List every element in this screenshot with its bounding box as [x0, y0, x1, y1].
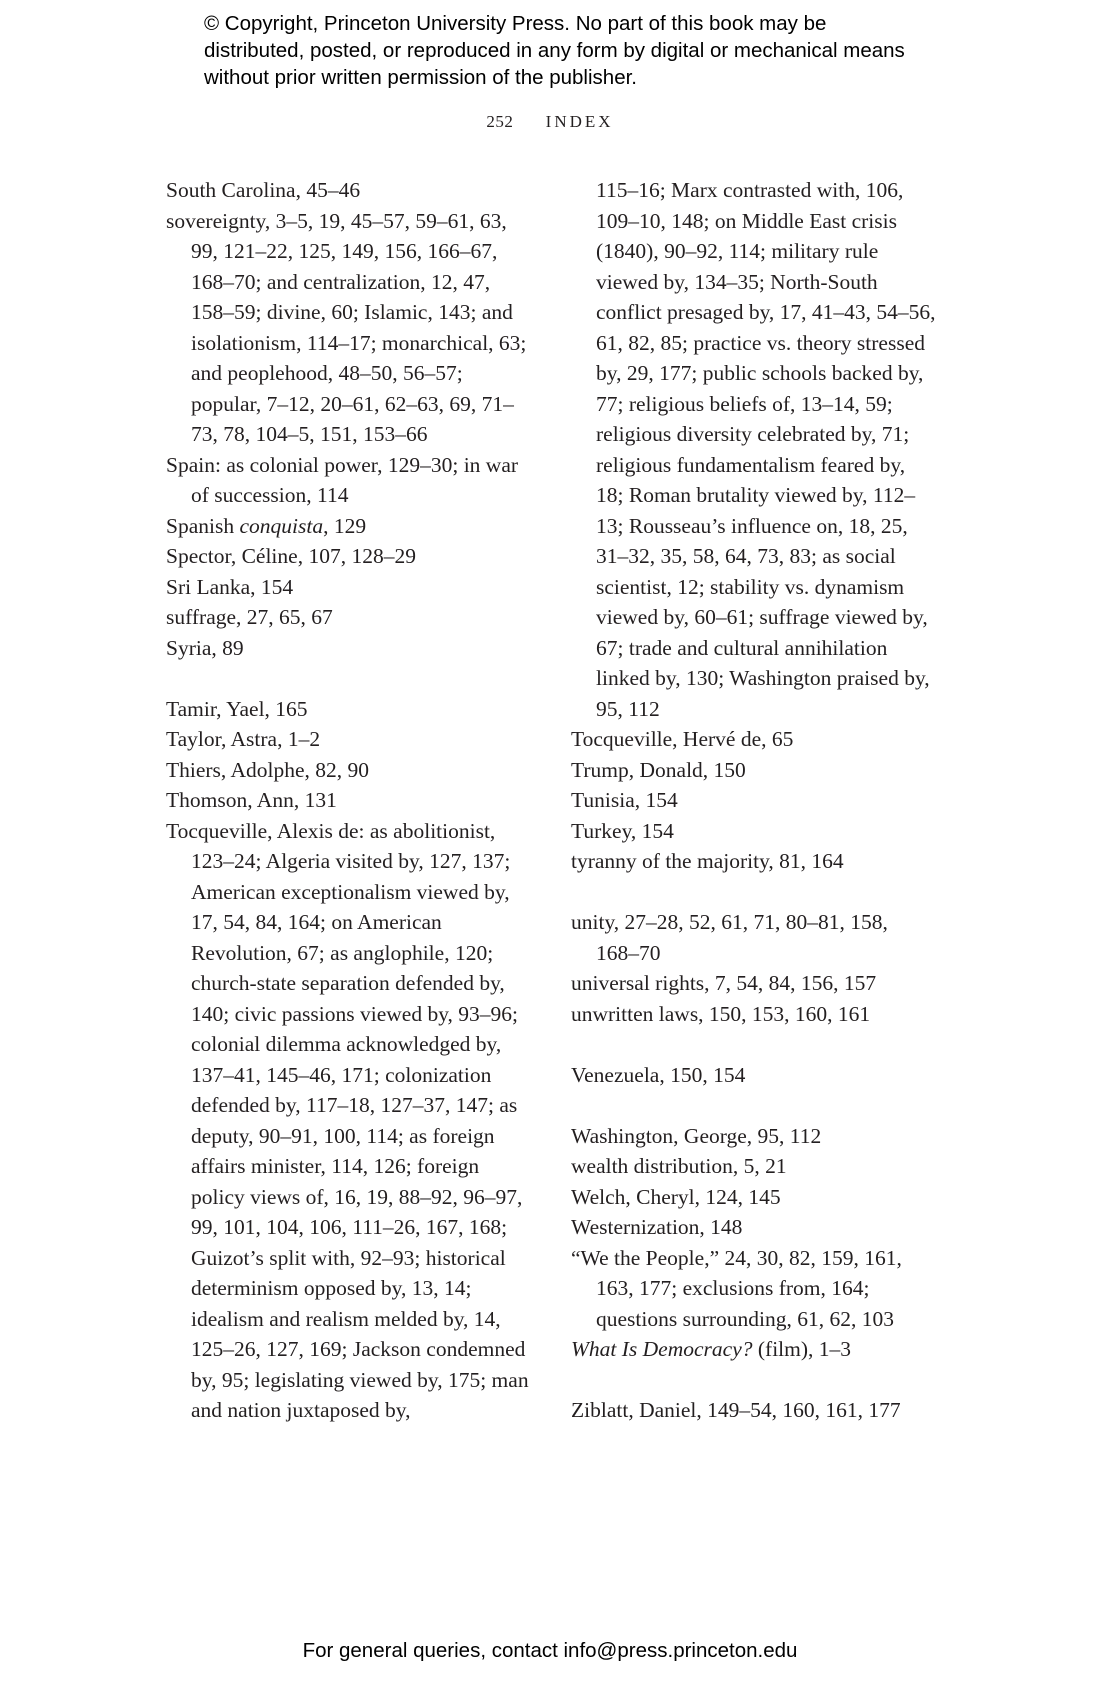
index-entry: sovereignty, 3–5, 19, 45–57, 59–61, 63, 99, 121–22, 125, 149, 156, 166–67, 168–70; and centralization, 12, 47, 158–59; divine, 60; Islamic, 143; and isolationism, 114–17; monarchical, 63; and peoplehood, 48–50, 56–57; popular, 7–12, 20–61, 62–63, 69, 71–73, 78, 104–5, 151, 153–66: [166, 208, 527, 446]
index-entry: Venezuela, 150, 154: [571, 1062, 746, 1087]
index-entry: Washington, George, 95, 112: [571, 1123, 822, 1148]
index-entry: Welch, Cheryl, 124, 145: [571, 1184, 781, 1209]
index-entry: [166, 511, 534, 542]
index-entry: suffrage, 27, 65, 67: [166, 605, 333, 629]
page-header: [0, 112, 1100, 132]
entry-text: (film), 1–3: [752, 1337, 852, 1361]
entry-text: , 129: [323, 513, 367, 538]
index-entry: unity, 27–28, 52, 61, 71, 80–81, 158, 168–70: [571, 910, 888, 965]
entry-text: Spanish: [166, 513, 240, 538]
letter-section-gap: [571, 877, 936, 908]
italic-title: What Is Democracy?: [571, 1337, 753, 1361]
index-entry: Syria, 89: [166, 635, 244, 660]
index-entry-continuation: 115–16; Marx contrasted with, 106, 109–10, 148; on Middle East crisis (1840), 90–92, 114; military rule viewed by, 134–35; North-South conflict presaged by, 17, 41–43, 54–56, 61, 82, 85; practice vs. theory stressed by, 29, 177; public schools backed by, 77; religious beliefs of, 13–14, 59; religious diversity celebrated by, 71; religious fundamentalism feared by, 18; Roman brutality viewed by, 112–13; Rousseau’s influence on, 18, 25, 31–32, 35, 58, 64, 73, 83; as social scientist, 12; stability vs. dynamism viewed by, 60–61; suffrage viewed by, 67; trade and cultural annihilation linked by, 130; Washington praised by, 95, 112: [596, 178, 936, 721]
index-entry: Sri Lanka, 154: [166, 574, 294, 599]
running-head: INDEX: [545, 112, 614, 131]
index-entry: Trump, Donald, 150: [571, 757, 746, 782]
index-entry: Thomson, Ann, 131: [166, 788, 337, 812]
letter-section-gap: [166, 663, 534, 694]
letter-section-gap: [571, 1090, 936, 1121]
index-entry: unwritten laws, 150, 153, 160, 161: [571, 1001, 871, 1026]
letter-section-gap: [571, 1365, 936, 1396]
page-number: 252: [486, 112, 514, 131]
index-column-left: [166, 175, 534, 1426]
index-entry: Westernization, 148: [571, 1215, 743, 1239]
index-entry: Tocqueville, Hervé de, 65: [571, 727, 794, 751]
index-entry: Spain: as colonial power, 129–30; in war of succession, 114: [166, 452, 519, 507]
footer-contact: For general queries, contact info@press.princeton.edu: [302, 1639, 798, 1662]
index-entry: wealth distribution, 5, 21: [571, 1154, 787, 1178]
index-entry: tyranny of the majority, 81, 164: [571, 849, 844, 873]
index-entry: Spector, Céline, 107, 128–29: [166, 544, 416, 568]
index-entry: [571, 1334, 936, 1365]
index-entry: Tamir, Yael, 165: [166, 696, 308, 721]
letter-section-gap: [571, 1029, 936, 1060]
index-entry: “We the People,” 24, 30, 82, 159, 161, 163, 177; exclusions from, 164; questions surrounding, 61, 62, 103: [571, 1245, 902, 1331]
index-entry: universal rights, 7, 54, 84, 156, 157: [571, 971, 877, 995]
index-column-right: [571, 175, 936, 1426]
copyright-notice: © Copyright, Princeton University Press. No part of this book may be distributed, posted, or reproduced in any form by digital or mechanical means without prior written permission of the publisher.: [204, 12, 905, 89]
index-entry: Tunisia, 154: [571, 788, 678, 812]
index-entry: Tocqueville, Alexis de: as abolitionist, 123–24; Algeria visited by, 127, 137; American exceptionalism viewed by, 17, 54, 84, 164; on American Revolution, 67; as anglophile, 120; church-state separation defended by, 140; civic passions viewed by, 93–96; colonial dilemma acknowledged by, 137–41, 145–46, 171; colonization defended by, 117–18, 127–37, 147; as deputy, 90–91, 100, 114; as foreign affairs minister, 114, 126; foreign policy views of, 16, 19, 88–92, 96–97, 99, 101, 104, 106, 111–26, 167, 168; Guizot’s split with, 92–93; historical determinism opposed by, 13, 14; idealism and realism melded by, 14, 125–26, 127, 169; Jackson condemned by, 95; legislating viewed by, 175; man and nation juxtaposed by,: [166, 818, 529, 1422]
index-entry: Turkey, 154: [571, 818, 674, 843]
index-entry: Taylor, Astra, 1–2: [166, 727, 321, 751]
italic-title: conquista: [239, 513, 324, 538]
index-entry: Ziblatt, Daniel, 149–54, 160, 161, 177: [571, 1398, 901, 1422]
index-entry: Thiers, Adolphe, 82, 90: [166, 757, 370, 782]
index-entry: South Carolina, 45–46: [166, 178, 361, 202]
